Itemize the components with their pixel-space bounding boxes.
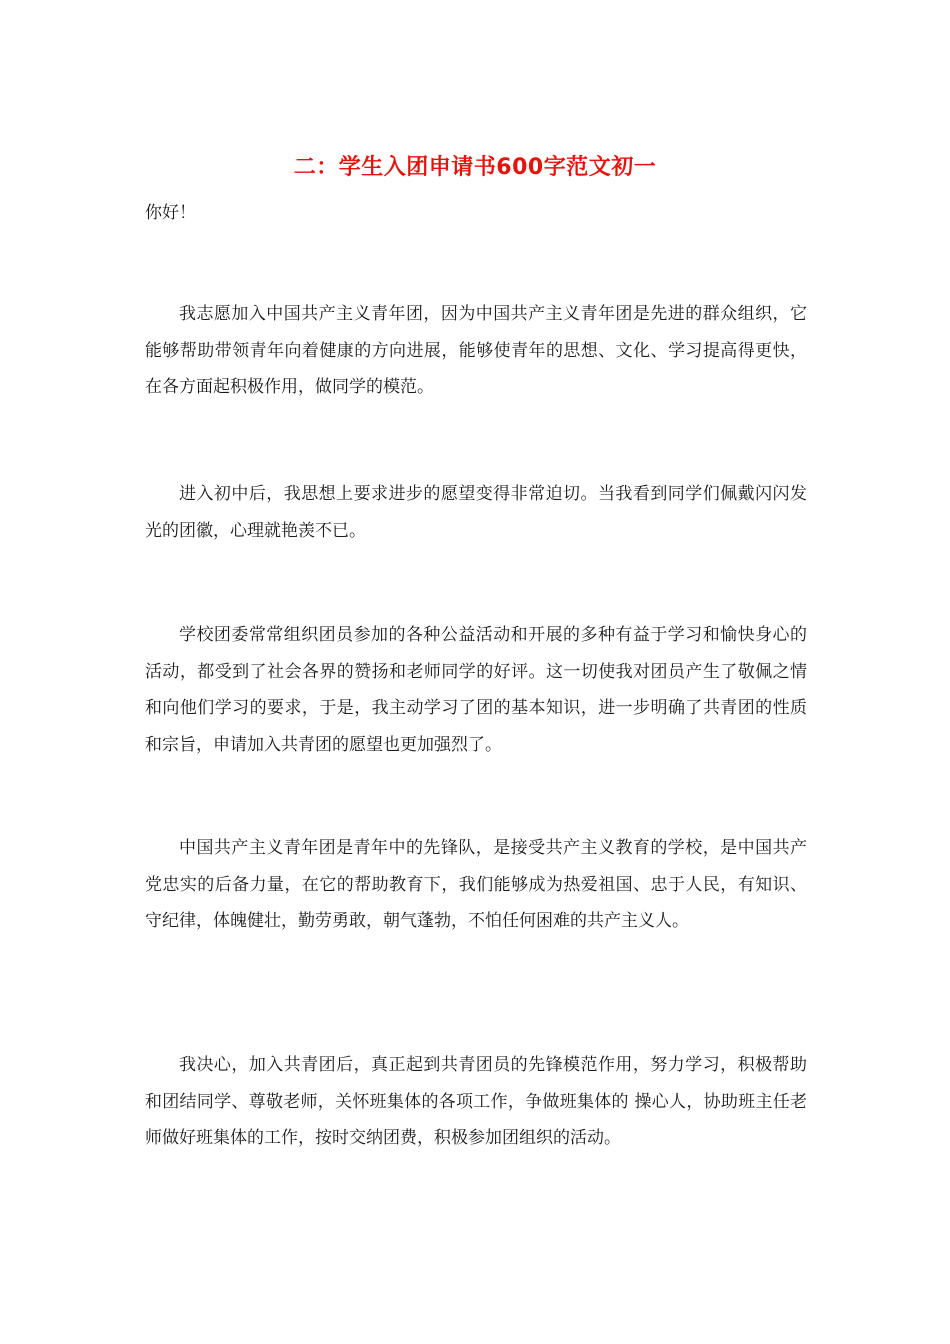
body-paragraph-5: 我决心，加入共青团后，真正起到共青团员的先锋模范作用，努力学习，积极帮助和团结同学、尊敬老师，关怀班集体的各项工作，争做班集体的 操心人，协助班主任老师做好班集体的工作，按时交纳团费，积极参加团组织的活动。 [145,1055,807,1148]
body-paragraph-1: 我志愿加入中国共产主义青年团，因为中国共产主义青年团是先进的群众组织，它能够帮助带领青年向着健康的方向进展，能够使青年的思想、文化、学习提高得更快，在各方面起积极作用，做同学的模范。 [145,304,807,397]
greeting-line: 你好！ [145,203,196,223]
body-paragraph-4: 中国共产主义青年团是青年中的先锋队，是接受共产主义教育的学校，是中国共产党忠实的后备力量，在它的帮助教育下，我们能够成为热爱祖国、忠于人民，有知识、守纪律，体魄健壮，勤劳勇敢，朝气蓬勃，不怕任何困难的共产主义人。 [145,838,807,931]
body-paragraph-3: 学校团委常常组织团员参加的各种公益活动和开展的多种有益于学习和愉快身心的活动，都受到了社会各界的赞扬和老师同学的好评。这一切使我对团员产生了敬佩之情和向他们学习的要求，于是，我主动学习了团的基本知识，进一步明确了共青团的性质和宗旨，申请加入共青团的愿望也更加强烈了。 [145,625,807,755]
body-paragraph-2: 进入初中后，我思想上要求进步的愿望变得非常迫切。当我看到同学们佩戴闪闪发光的团徽，心理就艳羡不已。 [145,484,807,541]
document-title: 二：学生入团申请书600字范文初一 [293,155,657,180]
